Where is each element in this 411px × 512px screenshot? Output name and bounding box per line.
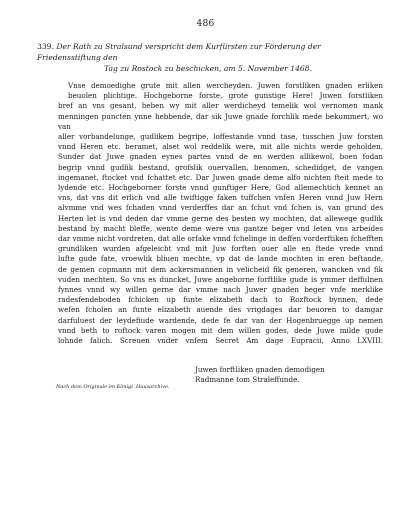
body-line: begrip vnnd gudlik bestand, grofslik ouervallen, benomen, schedidget, de vangen ingemanet, ftocket vnd fchattet etc. Dar Juwen gnade deme alfo nichten fteit mede to: [58, 162, 383, 182]
body-line: wefen fcholen an funte elizabeth auende des vrigdages dar beuoren to damgar darfuluest der leydefiude wardende, dede fe dar van der Hogenbruegge up nemen: [58, 305, 383, 325]
body-line: aller vorbandelunge, gudlikem begripe, loffestande vnnd tase, tusschen Juw forsten: [58, 132, 383, 142]
body-line: lydende etc. Hochgeborner forste vnnd gunftiger Here, God allemechtich kennet an: [58, 183, 383, 193]
letter-body: [58, 81, 383, 346]
document-heading: [37, 41, 379, 74]
heading-title-line-2: Tag zu Rostock zu beschicken, am 5. November 1468.: [104, 64, 312, 73]
body-line: bestand by macht bleffe, wente deme were vns gantze beger vnd leten vns arbeides: [58, 223, 383, 233]
body-line: vuden mechten. So vns es duncket, Juwe angeborne forftlike gude is ymmer deffulnen fynnes vnnd wy willen gerne dar vmme nach Juwer gnaden beger vnfe merklike radesfendeboden fchicken up funte elizabeth dach to Rozftock bynnen, dede: [58, 274, 383, 305]
body-line: alvmme vnd wes fchaden vnnd verderffes dar an fchut vnd fchen is, van grund des: [58, 203, 383, 213]
body-line: dar vmme nicht vordreten, dat alle orfake vnnd fchelinge in deffen vorderftiken fchefften grundliken wurden afgeleicht vnd mit Juw forften ouer alle en ftede vrede vnnd: [58, 234, 383, 254]
body-line: Herten let is vnd deden dar vmme gerne des besten wy mochten, dat allewege gudlik: [58, 213, 383, 223]
heading-title-line-1: Der Rath zu Stralsund verspricht dem Kurfürsten zur Förderung der Friedensstiftung den: [37, 42, 321, 62]
body-line: vnnd beth to roftock varen mogen mit dem willen godes, dede Juwe milde gude: [58, 325, 383, 335]
source-footnote: Nach dem Originale im Königl. Hausarchive.: [56, 384, 170, 390]
page-number: 486: [196, 19, 215, 29]
signature-line-2: Radmanne tom Straleffunde.: [195, 375, 300, 384]
document-number: 339.: [37, 42, 54, 51]
body-line: vns, dat vns dit erlich vnd alle twiftigge faken tuffchen vnfen Heren vnnd Juw Hern: [58, 193, 383, 203]
body-line: de gemen copmann mit dem ackersmannen in velicheid fik generen, wancken vnd fik: [58, 264, 383, 274]
body-line: lufte gude fate, vroewlik bliuen mechte, vp dat de lande mochten in eren beftande,: [58, 254, 383, 264]
body-line: bref an vns gesant, heben wy mit aller werdicheyd temelik wol vernomen mank menningen puncten ynne hebbende, dar sik Juwe gnade forchlik mede bekummert, wo van: [58, 101, 383, 131]
body-line: Sunder dat Juwe gnaden eynes partes vnnd de en werden allikewol, boen fodan: [58, 152, 383, 162]
signature-line-1: Juwen forftliken gnaden demodigen: [195, 365, 325, 374]
body-line: lohnde falich. Screuen vnder vnfem Secret Am dage Eupracii, Anno LXVIII.: [58, 336, 383, 346]
body-line: Vnse demoedighe grute mit allen wercheyden. Juwen forstliken gnaden erliken beuolen plichtige. Hochgeborne forste, grote gunstige Here! Juwen forstliken: [68, 81, 383, 101]
body-line: vnnd Heren etc. beramet, alset wol reddelik were, mit alle nichts werde geholden,: [58, 142, 383, 152]
